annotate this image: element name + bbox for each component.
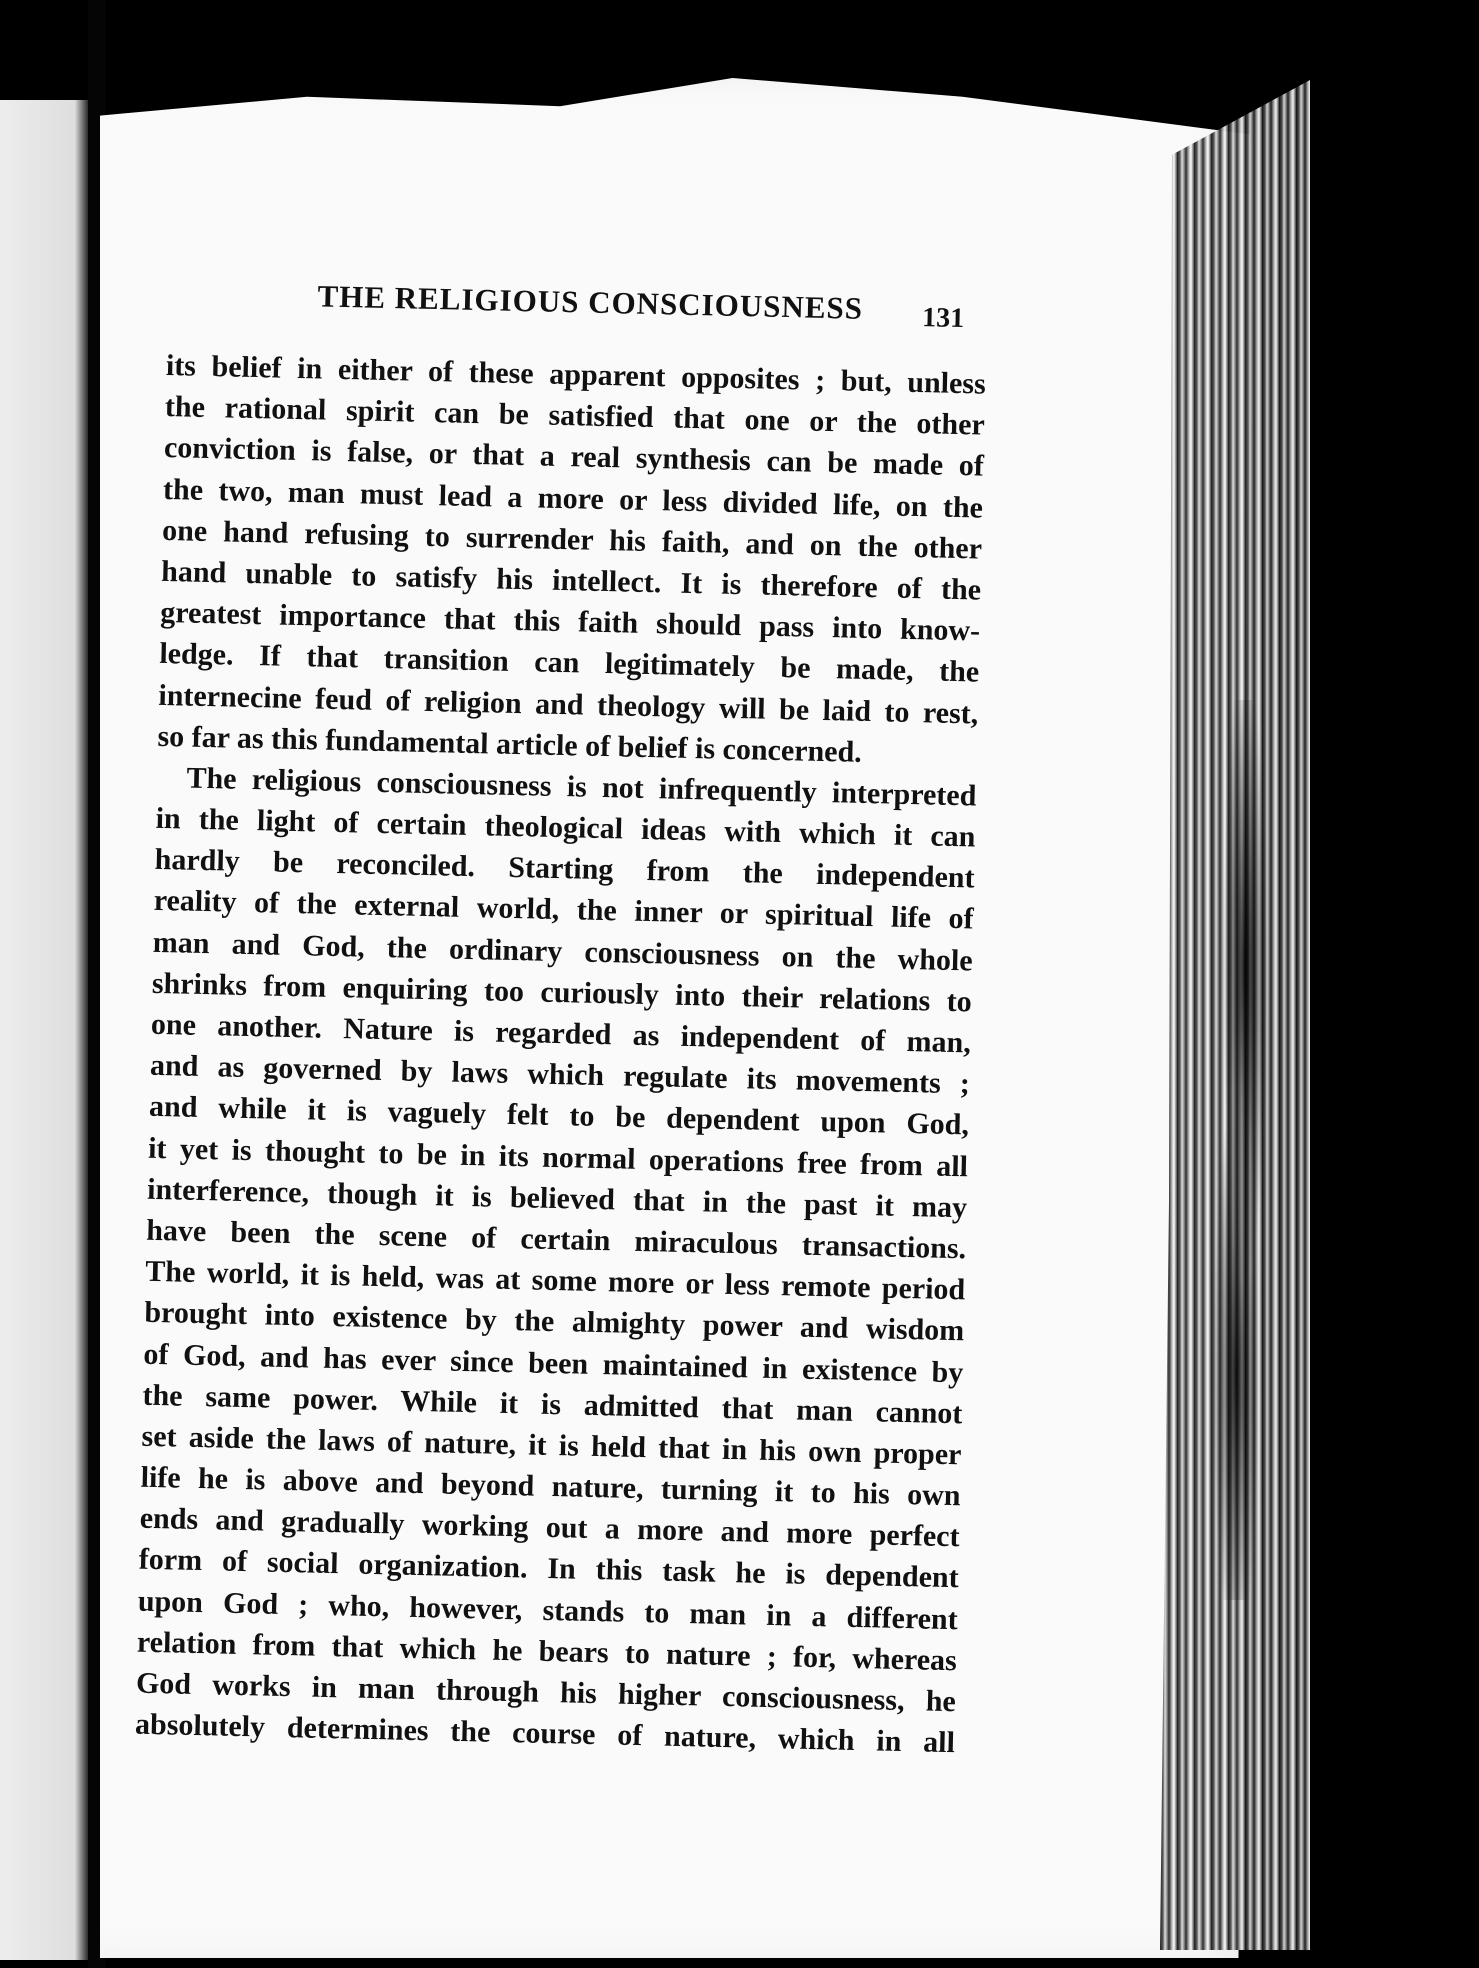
- text-line: set aside the laws of nature, it is held that in his own proper: [141, 1419, 962, 1472]
- text-line: one hand refusing to surrender his faith, and on the other: [161, 513, 983, 566]
- paragraph: [157, 345, 986, 775]
- running-head-title: THE RELIGIOUS CONSCIOUSNESS: [317, 278, 864, 326]
- text-line: ends and gradually working out a more and more perfect: [139, 1501, 960, 1554]
- text-line: hardly be reconciled. Starting from the independent: [154, 843, 975, 895]
- text-line: reality of the external world, the inner or spiritual life of: [153, 884, 974, 936]
- text-line: shrinks from enquiring too curiously into their relations to: [151, 966, 973, 1019]
- text-line: conviction is false, or that a real synthesis can be made of: [163, 431, 985, 483]
- text-line: the two, man must lead a more or less divided life, on the: [162, 472, 984, 525]
- text-line: upon God ; who, however, stands to man in a different: [137, 1584, 959, 1636]
- text-line: so far as this fundamental article of belief is concerned.: [157, 719, 863, 769]
- text-line: and as governed by laws which regulate its movements ;: [149, 1048, 971, 1101]
- page-number: 131: [921, 302, 965, 335]
- text-line: absolutely determines the course of nature, which in all: [134, 1707, 956, 1760]
- body-text: [135, 345, 987, 1764]
- text-line: the rational spirit can be satisfied that one or the other: [164, 390, 986, 442]
- text-line: one another. Nature is regarded as independent of man,: [150, 1007, 972, 1060]
- paragraph: [135, 757, 977, 1764]
- text-line: its belief in either of these apparent opposites ; but, unless: [165, 348, 987, 401]
- text-line: in the light of certain theological ideas with which it can: [155, 801, 976, 854]
- text-line: of God, and has ever since been maintained in existence by: [143, 1337, 964, 1389]
- text-line: God works in man through his higher consciousness, he: [135, 1666, 957, 1719]
- text-line: and while it is vaguely felt to be dependent upon God,: [148, 1090, 970, 1142]
- text-line: it yet is thought to be in its normal operations free from all: [147, 1131, 969, 1183]
- text-line: hand unable to satisfy his intellect. It is therefore of the: [160, 554, 982, 607]
- text-line: have been the scene of certain miraculous transactions.: [145, 1213, 967, 1266]
- text-line: man and God, the ordinary consciousness on the whole: [152, 925, 974, 978]
- page-edge-shadow: [1200, 700, 1290, 1600]
- text-line: brought into existence by the almighty power and wisdom: [144, 1296, 965, 1348]
- text-line: life he is above and beyond nature, turning it to his own: [140, 1460, 961, 1513]
- text-line: interference, though it is believed that in the past it may: [146, 1172, 968, 1225]
- page-text-block: [135, 275, 988, 1764]
- text-line: greatest importance that this faith should pass into know-: [159, 596, 981, 648]
- text-line: The religious consciousness is not infrequently interpreted: [186, 761, 977, 813]
- text-line: internecine feud of religion and theology will be laid to rest,: [158, 678, 979, 730]
- facing-page-edge: [0, 100, 88, 1960]
- text-line: relation from that which he bears to nature ; for, whereas: [136, 1625, 958, 1678]
- text-line: form of social organization. In this task he is dependent: [138, 1543, 960, 1595]
- text-line: the same power. While it is admitted that man cannot: [142, 1378, 963, 1430]
- text-line: ledge. If that transition can legitimately be made, the: [159, 637, 980, 689]
- text-line: The world, it is held, was at some more or less remote period: [145, 1254, 966, 1307]
